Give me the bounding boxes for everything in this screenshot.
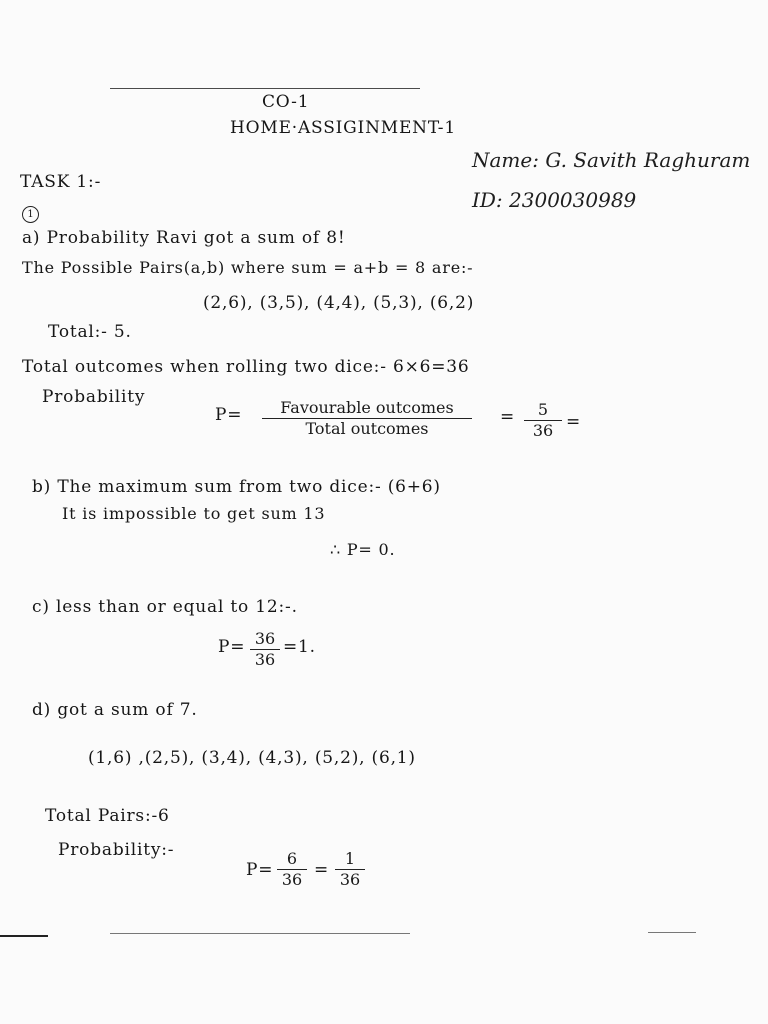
- part-a-pairs: (2,6), (3,5), (4,4), (5,3), (6,2): [203, 293, 475, 313]
- student-name: Name: G. Savith Raghuram: [472, 148, 751, 172]
- part-c-p-symbol: P=: [218, 637, 246, 657]
- fraction-numerator: 6: [286, 849, 298, 868]
- part-a-p-symbol: P=: [215, 405, 243, 425]
- part-c-question: c) less than or equal to 12:-.: [32, 597, 298, 617]
- part-d-fraction-2: [335, 850, 365, 889]
- part-b-result: ∴ P= 0.: [330, 540, 396, 559]
- assignment-title: HOME·ASSIGINMENT-1: [230, 118, 456, 138]
- part-a-formula-fraction: [262, 399, 472, 438]
- part-d-p-symbol: P=: [246, 860, 274, 880]
- part-c-result: =1.: [283, 637, 316, 657]
- part-a-probability-label: Probability: [42, 387, 146, 407]
- part-d-pairs: (1,6) ,(2,5), (3,4), (4,3), (5,2), (6,1): [88, 748, 416, 768]
- part-d-total: Total Pairs:-6: [45, 806, 170, 826]
- fraction-denominator: 36: [339, 870, 361, 889]
- student-id: ID: 2300030989: [472, 188, 637, 212]
- fraction-denominator: 36: [281, 870, 303, 889]
- part-a-result-fraction: [524, 401, 562, 440]
- part-d-question: d) got a sum of 7.: [32, 700, 198, 720]
- part-a-question: a) Probability Ravi got a sum of 8!: [22, 228, 346, 248]
- course-code: CO-1: [262, 92, 310, 112]
- fraction-numerator: 36: [254, 629, 276, 648]
- part-d-probability-label: Probability:-: [58, 840, 175, 860]
- bottom-rule-mid: [110, 933, 410, 934]
- part-b-line-1: b) The maximum sum from two dice:- (6+6): [32, 477, 441, 497]
- part-a-pairs-intro: The Possible Pairs(a,b) where sum = a+b = 8 are:-: [22, 258, 474, 277]
- question-number-badge: 1: [22, 206, 39, 223]
- fraction-denominator: 36: [254, 650, 276, 669]
- task-title: TASK 1:-: [20, 172, 102, 192]
- formula-numerator: Favourable outcomes: [280, 398, 454, 417]
- bottom-rule-left: [0, 935, 48, 937]
- formula-denominator: Total outcomes: [305, 419, 429, 438]
- part-d-fraction-1: [277, 850, 307, 889]
- part-c-fraction: [250, 630, 280, 669]
- part-a-outcomes: Total outcomes when rolling two dice:- 6×6=36: [22, 357, 470, 377]
- result-numerator: 5: [537, 400, 549, 419]
- part-a-total: Total:- 5.: [48, 322, 132, 342]
- top-rule: [110, 88, 420, 89]
- part-d-equals: =: [314, 860, 330, 880]
- fraction-numerator: 1: [344, 849, 356, 868]
- result-denominator: 36: [532, 421, 554, 440]
- part-a-equals: =: [500, 407, 516, 427]
- bottom-rule-right: [648, 932, 696, 933]
- part-b-line-2: It is impossible to get sum 13: [62, 504, 326, 523]
- part-a-trailing-equals: =: [566, 412, 582, 432]
